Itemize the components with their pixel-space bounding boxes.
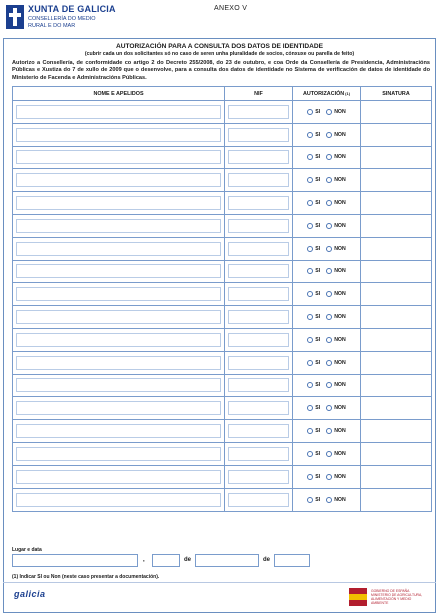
nif-input[interactable]: [228, 150, 289, 164]
authorization-yes-radio[interactable]: [307, 474, 320, 480]
nif-cell: [225, 261, 293, 283]
nif-cell: [225, 489, 293, 512]
name-cell: [13, 169, 225, 191]
table-row: [13, 466, 431, 489]
name-input[interactable]: [16, 447, 221, 461]
nif-input[interactable]: [228, 128, 289, 142]
radio-circle-icon: [307, 246, 313, 252]
signature-cell[interactable]: [361, 124, 431, 146]
column-signature-label: SINATURA: [382, 90, 410, 97]
name-cell: [13, 420, 225, 442]
name-input[interactable]: [16, 219, 221, 233]
yes-label: SI: [315, 336, 321, 343]
authorization-no-radio[interactable]: [326, 405, 346, 411]
name-input[interactable]: [16, 310, 221, 324]
no-label: NON: [334, 154, 346, 161]
nif-input[interactable]: [228, 378, 289, 392]
signature-cell[interactable]: [361, 147, 431, 169]
table-row: [13, 101, 431, 124]
nif-input[interactable]: [228, 401, 289, 415]
authorization-no-radio[interactable]: [326, 291, 346, 297]
yes-label: SI: [315, 382, 321, 389]
radio-circle-icon: [307, 451, 313, 457]
authorization-yes-radio[interactable]: [307, 497, 320, 503]
name-input[interactable]: [16, 401, 221, 415]
de-separator-1: de: [184, 557, 192, 563]
radio-circle-icon: [326, 360, 332, 366]
authorization-no-radio[interactable]: [326, 177, 346, 183]
column-signature-header: [361, 87, 431, 100]
org-name: XUNTA DE GALICIA: [28, 4, 116, 14]
authorization-yes-radio[interactable]: [307, 177, 320, 183]
yes-label: SI: [315, 450, 321, 457]
name-cell: [13, 466, 225, 488]
no-label: NON: [334, 405, 346, 412]
authorization-cell: [293, 352, 361, 374]
name-cell: [13, 489, 225, 512]
authorization-cell: [293, 169, 361, 191]
comma-separator: ,: [143, 557, 145, 563]
form-subtitle: (cubrir cada un dos solicitantes só no caso de seren unha pluralidade de socios, cónxuxe ou parella de feito): [84, 51, 355, 57]
nif-cell: [225, 420, 293, 442]
nif-input[interactable]: [228, 219, 289, 233]
nif-cell: [225, 397, 293, 419]
nif-input[interactable]: [228, 310, 289, 324]
radio-circle-icon: [307, 428, 313, 434]
radio-circle-icon: [326, 268, 332, 274]
radio-circle-icon: [326, 223, 332, 229]
authorization-cell: [293, 238, 361, 260]
nif-cell: [225, 215, 293, 237]
authorization-cell: [293, 192, 361, 214]
signature-cell[interactable]: [361, 238, 431, 260]
authorization-no-radio[interactable]: [326, 268, 346, 274]
no-label: NON: [334, 473, 346, 480]
authorization-cell: [293, 329, 361, 351]
table-row: [13, 238, 431, 261]
nif-input[interactable]: [228, 242, 289, 256]
authorization-no-radio[interactable]: [326, 246, 346, 252]
name-cell: [13, 124, 225, 146]
authorization-yes-radio[interactable]: [307, 314, 320, 320]
nif-input[interactable]: [228, 173, 289, 187]
table-row: [13, 124, 431, 147]
form-title: AUTORIZACIÓN PARA A CONSULTA DOS DATOS DE IDENTIDADE: [115, 43, 324, 50]
footnote: (1) Indicar SI ou Non (neste caso presentar a documentación).: [12, 574, 160, 580]
authorization-yes-radio[interactable]: [307, 132, 320, 138]
radio-circle-icon: [307, 223, 313, 229]
authorization-yes-radio[interactable]: [307, 246, 320, 252]
radio-circle-icon: [307, 177, 313, 183]
authorization-cell: [293, 306, 361, 328]
yes-label: SI: [315, 359, 321, 366]
radio-circle-icon: [326, 497, 332, 503]
signature-cell[interactable]: [361, 101, 431, 123]
authorization-no-radio[interactable]: [326, 200, 346, 206]
signature-cell[interactable]: [361, 283, 431, 305]
nif-input[interactable]: [228, 493, 289, 507]
table-row: [13, 215, 431, 238]
name-cell: [13, 215, 225, 237]
no-label: NON: [334, 268, 346, 275]
authorization-no-radio[interactable]: [326, 314, 346, 320]
authorization-no-radio[interactable]: [326, 451, 346, 457]
nif-cell: [225, 375, 293, 397]
no-label: NON: [334, 222, 346, 229]
authorization-no-radio[interactable]: [326, 109, 346, 115]
nif-cell: [225, 329, 293, 351]
authorization-cell: [293, 215, 361, 237]
name-input[interactable]: [16, 105, 221, 119]
radio-circle-icon: [326, 177, 332, 183]
place-date-label: Lugar e data: [12, 547, 42, 553]
nif-cell: [225, 147, 293, 169]
yes-label: SI: [315, 131, 321, 138]
authorization-yes-radio[interactable]: [307, 405, 320, 411]
radio-circle-icon: [326, 109, 332, 115]
no-label: NON: [334, 245, 346, 252]
table-row: [13, 306, 431, 329]
form-frame: [3, 38, 436, 613]
nif-cell: [225, 238, 293, 260]
yes-label: SI: [315, 177, 321, 184]
radio-circle-icon: [307, 132, 313, 138]
authorization-paragraph: Autorizo a Consellería, de conformidade co artigo 2 do Decreto 255/2008, do 23 de outubro, e coa Orde da Consellería de Presidencia, Administracións Públicas e Xustiza do 7 de xullo de 2009 que o desenvolve, para a consulta dos datos de identidade no Sistema de verificación de datos de identidade do Ministerio de Facenda e Administracións Públicas.: [12, 60, 430, 81]
table-row: [13, 283, 431, 306]
signature-cell[interactable]: [361, 420, 431, 442]
table-row: [13, 261, 431, 284]
radio-circle-icon: [307, 314, 313, 320]
nif-cell: [225, 352, 293, 374]
page-header: [4, 3, 436, 39]
radio-circle-icon: [326, 428, 332, 434]
nif-input[interactable]: [228, 196, 289, 210]
nif-input[interactable]: [228, 356, 289, 370]
nif-input[interactable]: [228, 105, 289, 119]
authorization-cell: [293, 443, 361, 465]
table-row: [13, 375, 431, 398]
name-cell: [13, 352, 225, 374]
footnote-marker: (1): [345, 91, 351, 96]
signature-cell[interactable]: [361, 352, 431, 374]
authorization-yes-radio[interactable]: [307, 360, 320, 366]
authorization-cell: [293, 147, 361, 169]
name-input[interactable]: [16, 378, 221, 392]
signature-cell[interactable]: [361, 261, 431, 283]
authorization-no-radio[interactable]: [326, 474, 346, 480]
radio-circle-icon: [307, 360, 313, 366]
place-date-row: [12, 554, 432, 567]
yes-label: SI: [315, 108, 321, 115]
nif-input[interactable]: [228, 287, 289, 301]
authorization-yes-radio[interactable]: [307, 382, 320, 388]
authorization-no-radio[interactable]: [326, 154, 346, 160]
name-cell: [13, 283, 225, 305]
authorization-cell: [293, 420, 361, 442]
table-row: [13, 489, 431, 512]
nif-input[interactable]: [228, 447, 289, 461]
nif-cell: [225, 466, 293, 488]
authorization-no-radio[interactable]: [326, 428, 346, 434]
authorization-no-radio[interactable]: [326, 132, 346, 138]
xunta-cross-icon: [6, 5, 24, 29]
authorization-yes-radio[interactable]: [307, 223, 320, 229]
authorization-cell: [293, 397, 361, 419]
column-name-label: NOME E APELIDOS: [93, 90, 144, 97]
no-label: NON: [334, 382, 346, 389]
authorization-yes-radio[interactable]: [307, 428, 320, 434]
nif-cell: [225, 169, 293, 191]
yes-label: SI: [315, 496, 321, 503]
radio-circle-icon: [326, 132, 332, 138]
authorization-no-radio[interactable]: [326, 337, 346, 343]
name-input[interactable]: [16, 264, 221, 278]
radio-circle-icon: [326, 382, 332, 388]
nif-cell: [225, 283, 293, 305]
signature-cell[interactable]: [361, 375, 431, 397]
table-row: [13, 169, 431, 192]
yes-label: SI: [315, 314, 321, 321]
column-name-header: [13, 87, 225, 100]
day-input[interactable]: [152, 554, 180, 567]
name-input[interactable]: [16, 196, 221, 210]
authorization-cell: [293, 489, 361, 512]
yes-label: SI: [315, 405, 321, 412]
table-body: [13, 101, 431, 511]
radio-circle-icon: [326, 405, 332, 411]
no-label: NON: [334, 131, 346, 138]
signature-cell[interactable]: [361, 169, 431, 191]
table-row: [13, 443, 431, 466]
table-row: [13, 397, 431, 420]
authorization-no-radio[interactable]: [326, 223, 346, 229]
radio-circle-icon: [326, 474, 332, 480]
radio-circle-icon: [307, 382, 313, 388]
yes-label: SI: [315, 200, 321, 207]
no-label: NON: [334, 177, 346, 184]
yes-label: SI: [315, 291, 321, 298]
authorization-yes-radio[interactable]: [307, 337, 320, 343]
no-label: NON: [334, 450, 346, 457]
authorization-cell: [293, 124, 361, 146]
name-input[interactable]: [16, 128, 221, 142]
radio-circle-icon: [307, 200, 313, 206]
signature-cell[interactable]: [361, 192, 431, 214]
yes-label: SI: [315, 473, 321, 480]
nif-input[interactable]: [228, 470, 289, 484]
name-cell: [13, 238, 225, 260]
annex-label: ANEXO V: [214, 5, 248, 12]
radio-circle-icon: [307, 474, 313, 480]
nif-cell: [225, 124, 293, 146]
yes-label: SI: [315, 222, 321, 229]
radio-circle-icon: [326, 291, 332, 297]
radio-circle-icon: [307, 109, 313, 115]
radio-circle-icon: [326, 154, 332, 160]
no-label: NON: [334, 291, 346, 298]
name-input[interactable]: [16, 356, 221, 370]
name-cell: [13, 261, 225, 283]
name-input[interactable]: [16, 242, 221, 256]
signature-cell[interactable]: [361, 397, 431, 419]
table-row: [13, 147, 431, 170]
nif-cell: [225, 101, 293, 123]
table-row: [13, 352, 431, 375]
authorization-yes-radio[interactable]: [307, 154, 320, 160]
nif-input[interactable]: [228, 264, 289, 278]
authorization-no-radio[interactable]: [326, 497, 346, 503]
name-cell: [13, 147, 225, 169]
yes-label: SI: [315, 245, 321, 252]
footer-divider: [3, 582, 436, 583]
org-department: CONSELLERÍA DO MEDIO RURAL E DO MAR: [28, 16, 96, 29]
column-nif-header: [225, 87, 293, 100]
nif-cell: [225, 306, 293, 328]
authorization-yes-radio[interactable]: [307, 268, 320, 274]
month-input[interactable]: [195, 554, 259, 567]
radio-circle-icon: [307, 497, 313, 503]
ministry-name: GOBIERNO DE ESPAÑA MINISTERIO DE AGRICULTURA, ALIMENTACIÓN Y MEDIO AMBIENTE: [371, 589, 423, 605]
table-row: [13, 420, 431, 443]
table-row: [13, 329, 431, 352]
name-input[interactable]: [16, 493, 221, 507]
name-input[interactable]: [16, 287, 221, 301]
nif-input[interactable]: [228, 333, 289, 347]
applicants-table: [12, 86, 432, 512]
table-row: [13, 192, 431, 215]
place-input[interactable]: [12, 554, 138, 567]
yes-label: SI: [315, 154, 321, 161]
no-label: NON: [334, 336, 346, 343]
radio-circle-icon: [326, 200, 332, 206]
no-label: NON: [334, 314, 346, 321]
radio-circle-icon: [326, 337, 332, 343]
radio-circle-icon: [326, 246, 332, 252]
name-cell: [13, 397, 225, 419]
no-label: NON: [334, 496, 346, 503]
authorization-cell: [293, 101, 361, 123]
radio-circle-icon: [307, 405, 313, 411]
name-input[interactable]: [16, 333, 221, 347]
radio-circle-icon: [326, 451, 332, 457]
name-input[interactable]: [16, 470, 221, 484]
no-label: NON: [334, 200, 346, 207]
no-label: NON: [334, 359, 346, 366]
column-authorization-label: AUTORIZACIÓN: [302, 90, 345, 97]
name-cell: [13, 306, 225, 328]
ministry-logo: [349, 587, 427, 607]
signature-cell[interactable]: [361, 215, 431, 237]
authorization-cell: [293, 283, 361, 305]
radio-circle-icon: [307, 268, 313, 274]
radio-circle-icon: [307, 291, 313, 297]
column-authorization-header: [293, 87, 361, 100]
nif-cell: [225, 192, 293, 214]
name-cell: [13, 329, 225, 351]
authorization-yes-radio[interactable]: [307, 291, 320, 297]
radio-circle-icon: [307, 337, 313, 343]
column-nif-label: NIF: [254, 90, 263, 97]
radio-circle-icon: [326, 314, 332, 320]
signature-cell[interactable]: [361, 466, 431, 488]
name-cell: [13, 101, 225, 123]
authorization-yes-radio[interactable]: [307, 451, 320, 457]
de-separator-2: de: [263, 557, 271, 563]
name-input[interactable]: [16, 173, 221, 187]
nif-cell: [225, 443, 293, 465]
galicia-brand-logo: galicia: [14, 589, 46, 599]
name-cell: [13, 443, 225, 465]
spain-shield-icon: [349, 588, 367, 606]
signature-cell[interactable]: [361, 443, 431, 465]
table-header: [13, 87, 431, 101]
yes-label: SI: [315, 428, 321, 435]
name-cell: [13, 192, 225, 214]
name-cell: [13, 375, 225, 397]
authorization-yes-radio[interactable]: [307, 109, 320, 115]
authorization-cell: [293, 261, 361, 283]
name-input[interactable]: [16, 150, 221, 164]
authorization-cell: [293, 375, 361, 397]
name-input[interactable]: [16, 424, 221, 438]
signature-cell[interactable]: [361, 489, 431, 512]
authorization-cell: [293, 466, 361, 488]
no-label: NON: [334, 108, 346, 115]
nif-input[interactable]: [228, 424, 289, 438]
signature-cell[interactable]: [361, 306, 431, 328]
authorization-yes-radio[interactable]: [307, 200, 320, 206]
authorization-no-radio[interactable]: [326, 360, 346, 366]
signature-cell[interactable]: [361, 329, 431, 351]
authorization-no-radio[interactable]: [326, 382, 346, 388]
yes-label: SI: [315, 268, 321, 275]
radio-circle-icon: [307, 154, 313, 160]
no-label: NON: [334, 428, 346, 435]
year-input[interactable]: [274, 554, 310, 567]
